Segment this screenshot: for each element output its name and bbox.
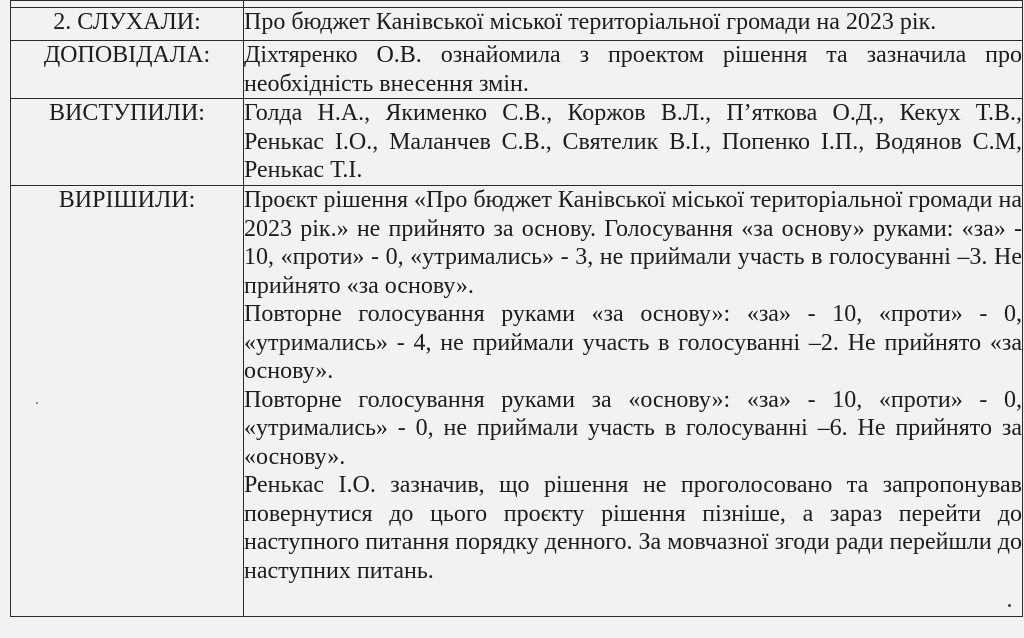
table-row-heard (11, 8, 1023, 41)
decision-paragraph: Проєкт рішення «Про бюджет Канівської міської територіальної громади на 2023 рік.» не прийнято за основу. Голосування «за основу» руками: «за» - 10, «проти» - 0, «утримались» - 3, не приймали участь в голосуванні –3. Не прийнято «за основу». (244, 187, 1022, 299)
row-text-reported: Діхтяренко О.В. ознайомила з проектом рішення та зазначила про необхідність внесення змін. (244, 42, 1022, 97)
scan-speck (36, 402, 38, 404)
table-row-reported (11, 41, 1023, 99)
table-row-spoke (11, 99, 1023, 186)
decision-paragraph: Повторне голосування руками «за основу»: «за» - 10, «проти» - 0, «утримались» - 4, не приймали участь в голосуванні –2. Не прийнято «за основу». (244, 301, 1022, 384)
minutes-table (10, 0, 1023, 617)
row-label-decided: ВИРІШИЛИ: (11, 186, 244, 617)
scan-speck (1008, 604, 1011, 607)
row-text-decided (244, 186, 1023, 617)
row-text-heard: Про бюджет Канівської міської територіальної громади на 2023 рік. (244, 8, 1023, 41)
row-label-spoke: ВИСТУПИЛИ: (11, 99, 244, 186)
row-text-spoke: Голда Н.А., Якименко С.В., Коржов В.Л., П’яткова О.Д., Кекух Т.В., Ренькас І.О., Маланчев С.В., Святелик В.І., Попенко І.П., Водянов С.М, Ренькас Т.І. (244, 99, 1023, 186)
row-label-heard: 2. СЛУХАЛИ: (11, 8, 244, 41)
table-top-strip (11, 1, 1023, 8)
row-label-reported: ДОПОВІДАЛА: (11, 41, 244, 99)
decision-paragraph: Ренькас І.О. зазначив, що рішення не проголосовано та запропонував повернутися до цього проєкту рішення пізніше, а зараз перейти до наступного питання порядку денного. За мовчазної згоди ради перейшли до наступних питань. (244, 472, 1022, 584)
table-row-decided (11, 186, 1023, 617)
decision-paragraph: Повторне голосування руками за «основу»: «за» - 10, «проти» - 0, «утримались» - 0, не приймали участь в голосуванні –6. Не прийнято за «основу». (244, 386, 1022, 470)
